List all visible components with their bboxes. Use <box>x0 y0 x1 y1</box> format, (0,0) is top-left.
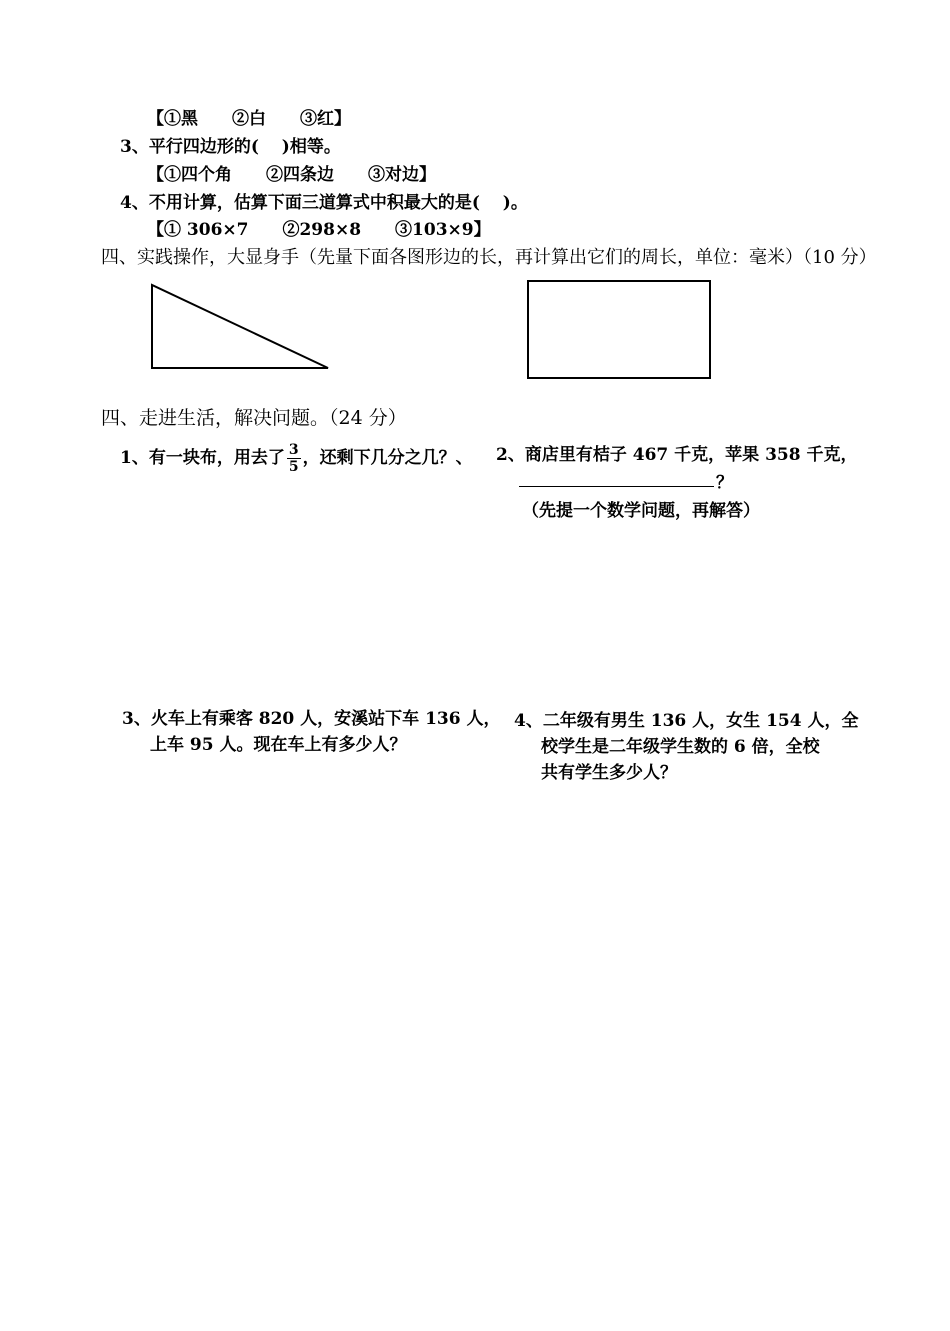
problem-2-note: （先提一个数学问题，再解答） <box>522 501 760 521</box>
rectangle-figure <box>526 279 714 381</box>
q4-options: 【① 306×7 ②298×8 ③103×9】 <box>147 220 491 240</box>
problem-3-line1: 3、火车上有乘客 820 人，安溪站下车 136 人， <box>122 709 501 729</box>
problem-2-line1: 2、商店里有桔子 467 千克，苹果 358 千克， <box>496 445 858 465</box>
problem-1-text-before: 1、有一块布，用去了 <box>120 448 285 468</box>
problem-4-line3: 共有学生多少人？ <box>541 763 677 783</box>
problem-3-line2: 上车 95 人。现在车上有多少人？ <box>150 735 407 755</box>
fraction <box>287 442 301 475</box>
fraction-denominator: 5 <box>288 459 299 475</box>
problem-1 <box>120 438 473 478</box>
q3-text: 3、平行四边形的( )相等。 <box>120 137 341 157</box>
answer-blank-line[interactable] <box>519 486 714 487</box>
triangle-figure <box>150 283 332 371</box>
problem-1-text-after: ，还剩下几分之几？ <box>302 448 456 468</box>
q2-options: 【①黑 ②白 ③红】 <box>147 109 351 129</box>
separator-mark: 、 <box>455 448 473 468</box>
fraction-numerator: 3 <box>288 442 299 458</box>
problem-4-line1: 4、二年级有男生 136 人，女生 154 人，全 <box>514 711 859 731</box>
problem-2-qmark: ？ <box>716 473 733 493</box>
q3-options: 【①四个角 ②四条边 ③对边】 <box>147 165 436 185</box>
problem-4-line2: 校学生是二年级学生数的 6 倍，全校 <box>541 737 820 757</box>
practice-heading: 四、实践操作，大显身手（先量下面各图形边的长，再计算出它们的周长，单位：毫米）（10 分） <box>101 247 877 268</box>
q4-text: 4、不用计算，估算下面三道算式中积最大的是( )。 <box>120 193 528 213</box>
problems-heading: 四、走进生活，解决问题。（24 分） <box>101 407 407 429</box>
